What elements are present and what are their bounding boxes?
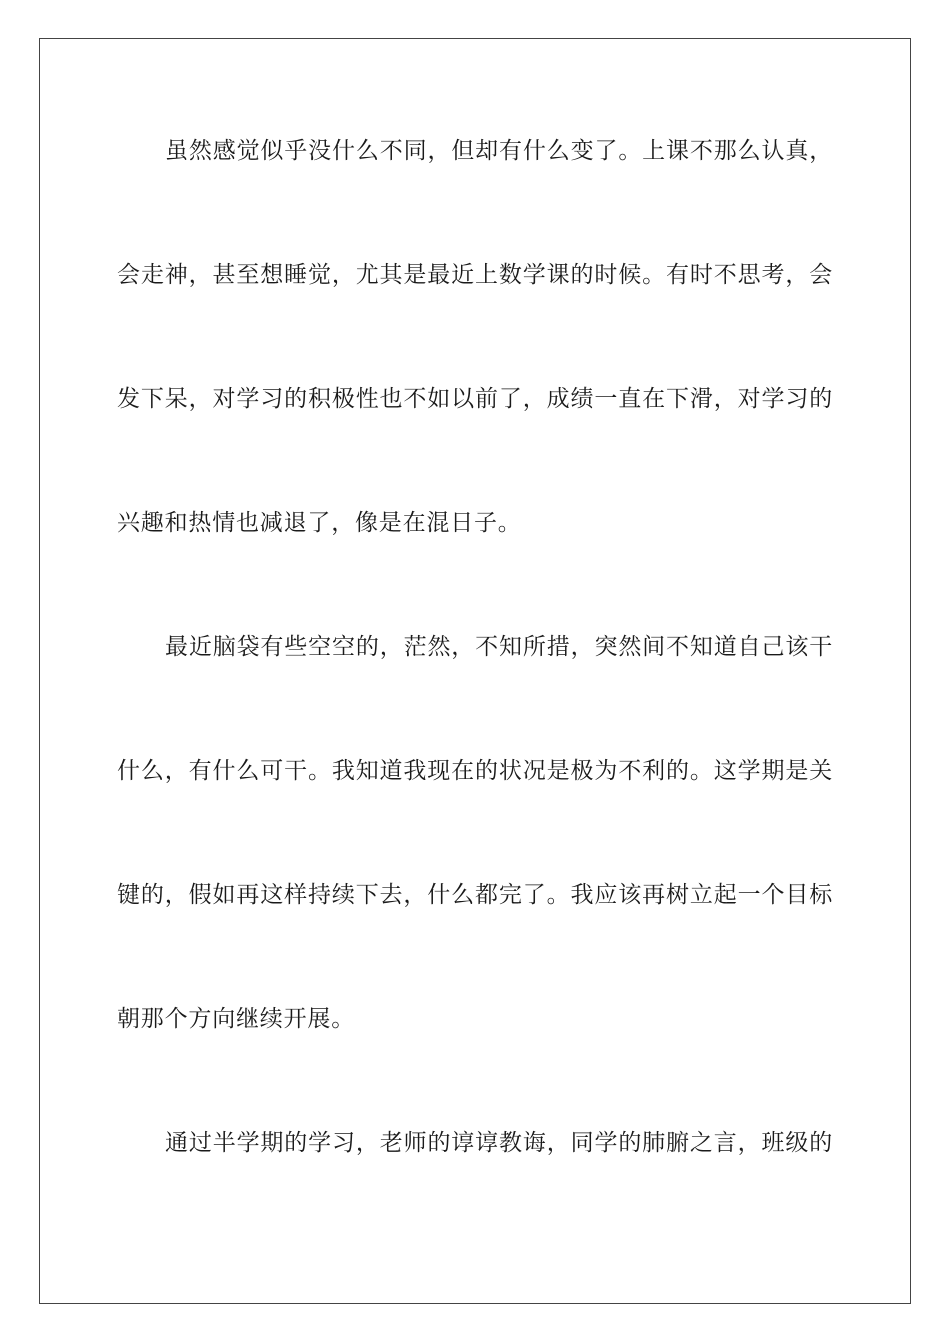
paragraph-2-line-1: 最近脑袋有些空空的，茫然，不知所措，突然间不知道自己该干 (165, 634, 833, 660)
paragraph-2-line-3: 键的，假如再这样持续下去，什么都完了。我应该再树立起一个目标 (117, 882, 833, 908)
paragraph-2-line-4: 朝那个方向继续开展。 (117, 1006, 355, 1032)
paragraph-1-line-3: 发下呆，对学习的积极性也不如以前了，成绩一直在下滑，对学习的 (117, 386, 833, 412)
page-border (39, 38, 911, 1304)
paragraph-2-line-2: 什么，有什么可干。我知道我现在的状况是极为不利的。这学期是关 (117, 758, 833, 784)
paragraph-1-line-4: 兴趣和热情也减退了，像是在混日子。 (117, 510, 522, 536)
paragraph-3-line-1: 通过半学期的学习，老师的谆谆教诲，同学的肺腑之言，班级的 (165, 1130, 833, 1156)
paragraph-1-line-1: 虽然感觉似乎没什么不同，但却有什么变了。上课不那么认真， (165, 138, 833, 164)
paragraph-1-line-2: 会走神，甚至想睡觉，尤其是最近上数学课的时候。有时不思考，会 (117, 262, 833, 288)
